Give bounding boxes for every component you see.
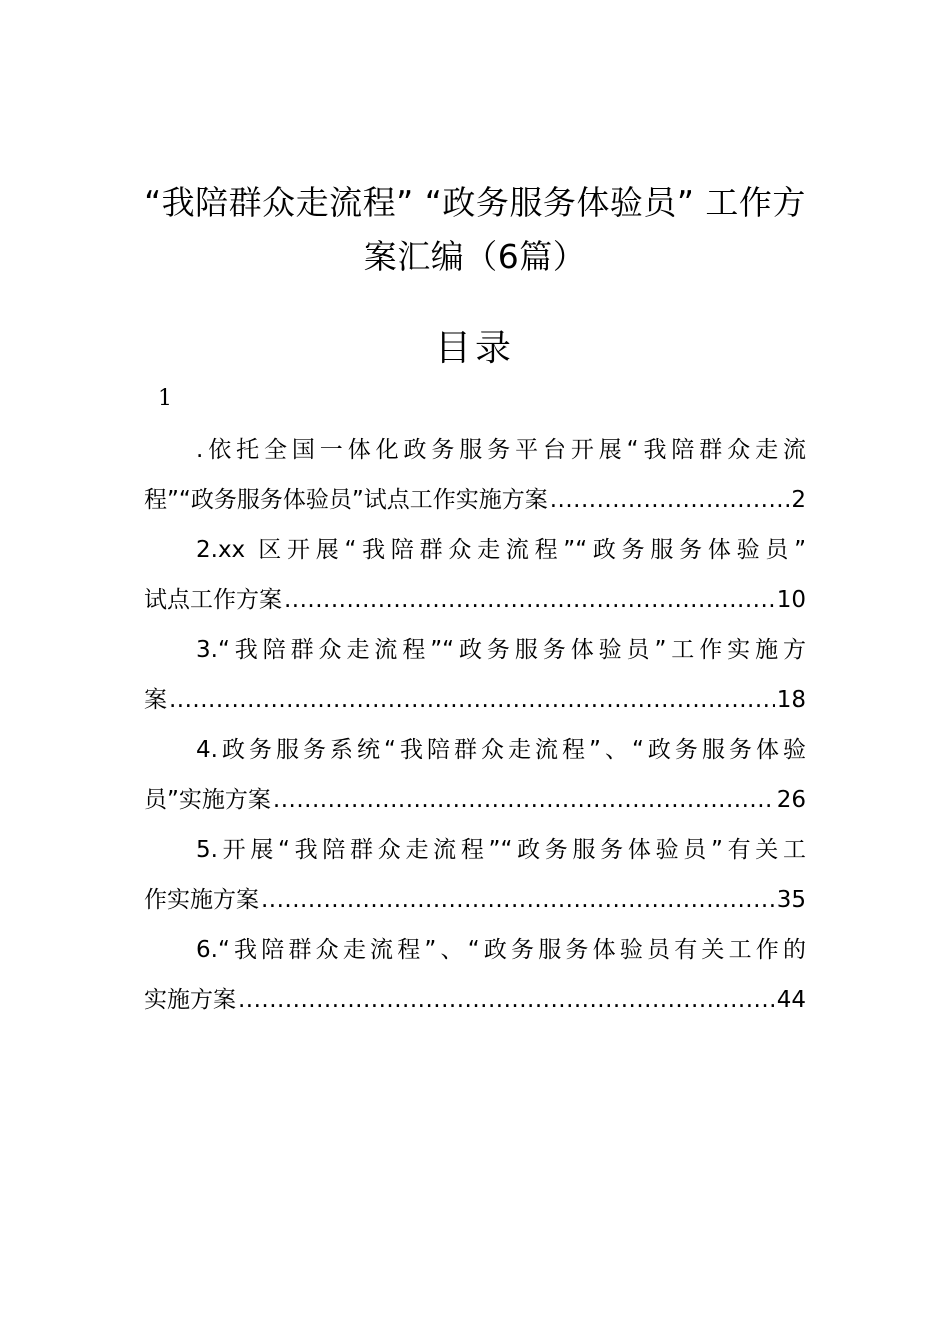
toc-page-number: 26 <box>776 787 806 813</box>
toc-entry-last-line <box>144 575 806 625</box>
document-title: “我陪群众走流程” “政务服务体验员” 工作方案汇编（6篇） <box>144 183 806 276</box>
toc-entry-title-end: 试点工作方案 <box>144 587 282 613</box>
page-marker: 1 <box>158 386 172 411</box>
dot-leader <box>169 675 775 725</box>
dot-leader <box>273 775 775 825</box>
dot-leader <box>238 975 775 1025</box>
dot-leader <box>261 875 775 925</box>
toc-page-number: 44 <box>776 987 806 1013</box>
toc-entry-title-end: 程”“政务服务体验员”试点工作实施方案 <box>144 487 548 513</box>
toc-entry-title-end: 案 <box>144 687 167 713</box>
toc-entry-last-line <box>144 675 806 725</box>
toc-entry-6[interactable] <box>144 925 806 1025</box>
toc-entry-title-end: 作实施方案 <box>144 887 259 913</box>
toc-page-number: 2 <box>791 487 806 513</box>
toc-entry-3[interactable] <box>144 625 806 725</box>
toc-entry-2[interactable] <box>144 525 806 625</box>
toc-entry-first-line: 6.“我陪群众走流程”、“政务服务体验员有关工作的 <box>196 937 806 963</box>
toc-heading: 目录 <box>434 328 515 369</box>
toc-entry-first-line: 5.开展“我陪群众走流程”“政务服务体验员”有关工 <box>196 837 806 863</box>
toc-entry-first-line: 2.xx 区开展“我陪群众走流程”“政务服务体验员” <box>196 537 806 563</box>
toc-entry-last-line <box>144 475 806 525</box>
toc-entry-first-line: .依托全国一体化政务服务平台开展“我陪群众走流 <box>196 437 806 463</box>
toc-entry-last-line <box>144 875 806 925</box>
toc-entry-last-line <box>144 775 806 825</box>
toc-page-number: 35 <box>776 887 806 913</box>
toc-entry-first-line: 4.政务服务系统“我陪群众走流程”、“政务服务体验 <box>196 737 806 763</box>
toc-entry-4[interactable] <box>144 725 806 825</box>
toc-entry-title-end: 员”实施方案 <box>144 787 271 813</box>
dot-leader <box>550 475 790 525</box>
dot-leader <box>284 575 775 625</box>
toc-entry-title-end: 实施方案 <box>144 987 236 1013</box>
toc-entry-5[interactable] <box>144 825 806 925</box>
toc-entry-1[interactable] <box>144 425 806 525</box>
table-of-contents <box>144 425 806 1025</box>
toc-page-number: 10 <box>776 587 806 613</box>
toc-entry-last-line <box>144 975 806 1025</box>
toc-entry-first-line: 3.“我陪群众走流程”“政务服务体验员”工作实施方 <box>196 637 806 663</box>
toc-page-number: 18 <box>776 687 806 713</box>
